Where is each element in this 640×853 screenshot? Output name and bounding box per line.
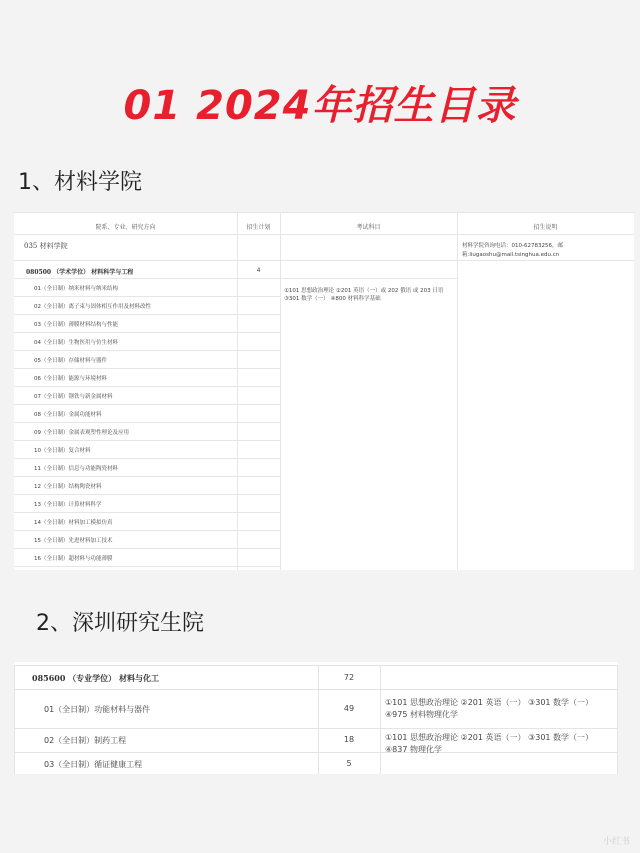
row-divider: [14, 548, 280, 549]
direction-label: 12（全日制）结构陶瓷材料: [34, 484, 102, 490]
direction-label: 15（全日制）先进材料加工技术: [34, 538, 113, 544]
major-title: 080500 （学术学位） 材料科学与工程: [26, 269, 134, 276]
direction-label: 01（全日制）功能材料与器件: [44, 705, 151, 714]
direction-label: 08（全日制）金属功能材料: [34, 412, 102, 418]
row-divider: [14, 494, 280, 495]
row-divider: [14, 422, 280, 423]
admissions-table-materials: [14, 212, 634, 570]
direction-label: 07（全日制）钢铁与新金属材料: [34, 394, 113, 400]
direction-plan: 49: [343, 704, 355, 713]
row-divider: [14, 440, 280, 441]
col-divider: [280, 212, 281, 570]
col-divider: [237, 212, 238, 570]
row-divider: [14, 260, 634, 261]
section-title-shenzhen: 2、深圳研究生院: [36, 611, 204, 636]
page-headline: 01 2024年招生目录: [123, 83, 517, 129]
direction-label: 10（全日制）复合材料: [34, 448, 91, 454]
direction-label: 04（全日制）生物医用与仿生材料: [34, 340, 118, 346]
direction-label: 06（全日制）能源与环境材料: [34, 376, 107, 382]
direction-plan: 18: [343, 735, 355, 744]
direction-label: 02（全日制）制药工程: [44, 736, 127, 745]
section-title-materials: 1、材料学院: [18, 170, 142, 195]
header-notes: 招生说明: [533, 224, 558, 231]
major-title: 085600 （专业学位） 材料与化工: [32, 673, 159, 683]
direction-label: 03（全日制）薄膜材料结构与性能: [34, 322, 118, 328]
row-divider: [14, 368, 280, 369]
direction-label: 03（全日制）循证健康工程: [44, 760, 143, 769]
row-divider: [14, 665, 618, 666]
row-divider: [14, 404, 280, 405]
row-divider: [14, 332, 280, 333]
watermark: 小红书: [602, 837, 630, 847]
row-divider: [14, 728, 618, 729]
row-divider: [14, 386, 280, 387]
header-exam: 考试科目: [356, 224, 381, 231]
header-direction: 院系、专业、研究方向: [95, 224, 156, 231]
col-divider: [457, 212, 458, 570]
row-divider: [14, 530, 280, 531]
dept-name: 035 材料学院: [24, 242, 68, 250]
row-divider: [14, 212, 634, 213]
row-divider: [14, 278, 458, 279]
row-divider: [14, 476, 280, 477]
row-divider: [14, 566, 280, 567]
col-divider: [617, 665, 618, 774]
row-divider: [14, 296, 280, 297]
contact-line-1: 材料学院咨询电话：010-62783256，邮: [462, 243, 563, 249]
row-divider: [14, 234, 634, 235]
col-divider: [380, 665, 381, 774]
major-plan: 72: [343, 673, 355, 682]
header-plan: 招生计划: [246, 224, 271, 231]
exam-line-1: ①101 思想政治理论 ②201 英语（一）或 202 俄语 或 203 日语: [284, 288, 444, 294]
row-divider: [14, 314, 280, 315]
direction-label: 05（全日制）存储材料与器件: [34, 358, 107, 364]
admissions-table-shenzhen: [14, 662, 618, 774]
direction-label: 01（全日制）纳米材料与纳米结构: [34, 286, 118, 292]
direction-label: 11（全日制）信息与功能陶瓷材料: [34, 466, 118, 472]
direction-label: 13（全日制）计算材料科学: [34, 502, 102, 508]
row-divider: [14, 350, 280, 351]
direction-label: 14（全日制）材料加工模拟仿真: [34, 520, 113, 526]
direction-exam: ①101 思想政治理论 ②201 英语（一） ③301 数学（一） ④837 物理化学: [385, 733, 594, 754]
direction-plan: 5: [346, 759, 352, 768]
direction-label: 02（全日制）离子束与固体相互作用及材料改性: [34, 304, 152, 310]
major-plan: 4: [256, 267, 261, 274]
exam-line-2: ③301 数学（一） ④800 材料科学基础: [284, 296, 381, 302]
row-divider: [14, 512, 280, 513]
row-divider: [14, 689, 618, 690]
row-divider: [14, 458, 280, 459]
contact-line-2: 箱:liugaoshu@mail.tsinghua.edu.cn: [462, 252, 560, 258]
direction-exam: ①101 思想政治理论 ②201 英语（一） ③301 数学（一） ④975 材料物理化学: [385, 698, 594, 719]
direction-label: 09（全日制）金属表观塑性理论及应用: [34, 430, 129, 436]
col-divider: [14, 665, 15, 774]
direction-label: 16（全日制）超材料与功能薄膜: [34, 556, 113, 562]
